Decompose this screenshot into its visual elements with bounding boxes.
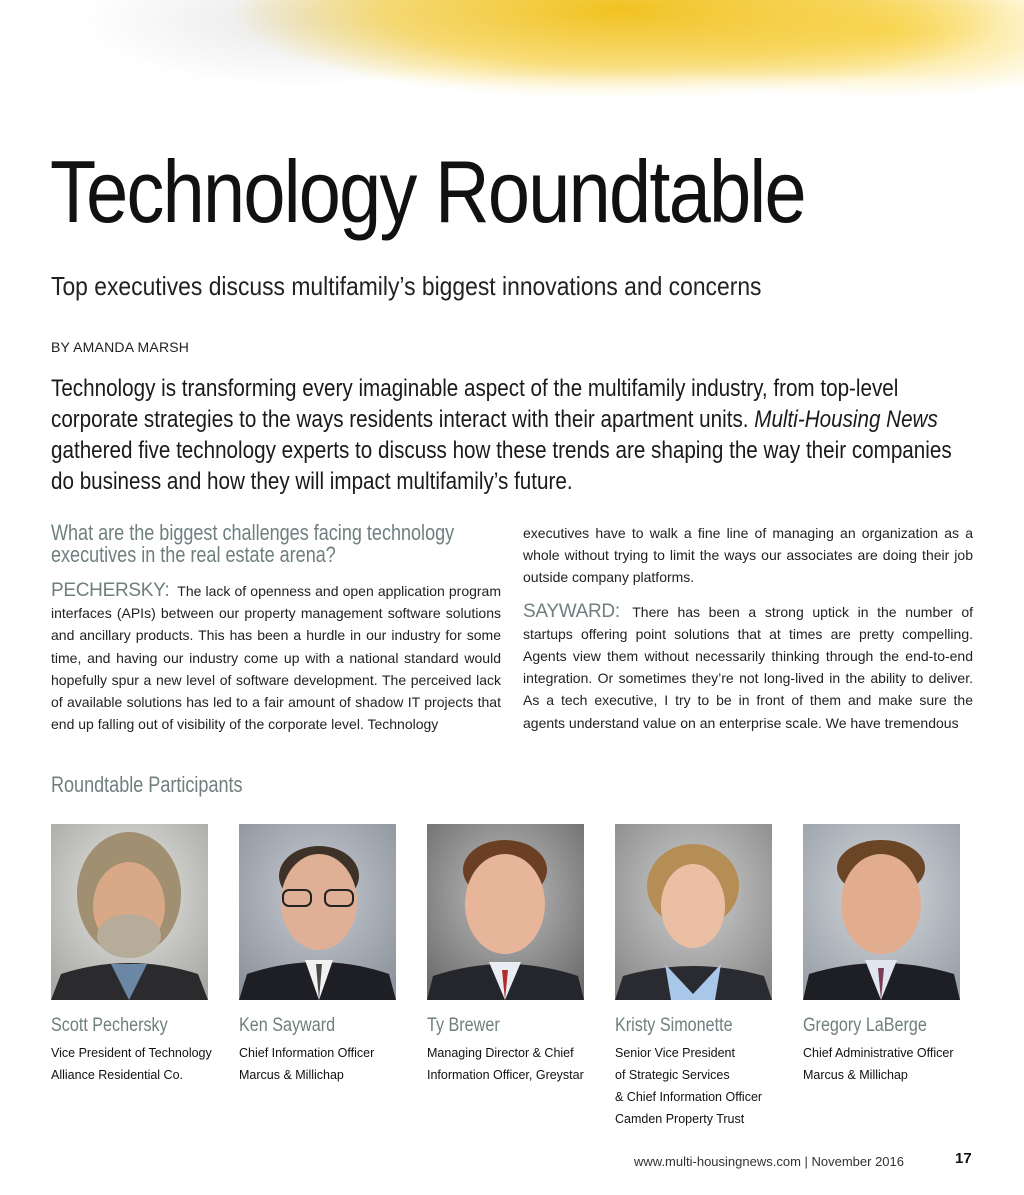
intro-text-end: gathered five technology experts to discuss how these trends are shaping the way their companies do business and how they will impact multifamily’s future. (51, 437, 952, 495)
participant-card (427, 824, 612, 1086)
page-number: 17 (955, 1150, 972, 1167)
answer-text: There has been a strong uptick in the number of startups offering point solutions that at times are pretty compelling. Agents view them without necessarily thinking through the end-to-end integration. Or sometimes they’re not long-lived in the ability to deliver. As a tech executive, I try to be in front of them and make sure the agents understand value on an enterprise scale. We have tremendous (523, 603, 973, 731)
participant-name: Scott Pechersky (51, 1015, 168, 1036)
headshot-photo (239, 824, 396, 1000)
participant-name: Ken Sayward (239, 1015, 336, 1036)
participant-name: Kristy Simonette (615, 1015, 733, 1036)
headshot-photo (803, 824, 960, 1000)
byline: BY AMANDA MARSH (51, 339, 190, 355)
publication-name: Multi-Housing News (754, 406, 938, 433)
interview-question: What are the biggest challenges facing technology executives in the real estate arena? (51, 520, 455, 567)
answer-paragraph (523, 522, 973, 589)
intro-paragraph (51, 373, 971, 497)
page-subtitle: Top executives discuss multifamily’s biggest innovations and concerns (51, 271, 762, 301)
participant-title: Chief Administrative Officer (803, 1046, 954, 1060)
participant-card (239, 824, 424, 1086)
participant-company: Alliance Residential Co. (51, 1068, 184, 1082)
answer-paragraph (51, 580, 501, 735)
headshot-photo (615, 824, 772, 1000)
headshot-photo (51, 824, 208, 1000)
participant-title: Managing Director & Chief (427, 1046, 574, 1060)
headshot-photo (427, 824, 584, 1000)
answer-text: The lack of openness and open application program interfaces (APIs) between our property management software solutions and ancillary products. This has been a hurdle in our industry for some time, and having our industry come up with a national standard would hopefully spur a new level of software development. The perceived lack of available solutions has led to a fair amount of shadow IT projects that end up falling out of visibility of the corporate level. Technology (51, 583, 501, 733)
participant-card (615, 824, 800, 1130)
participant-company: Information Officer, Greystar (427, 1068, 584, 1082)
speaker-label: PECHERSKY: (51, 580, 170, 601)
page-title: Technology Roundtable (50, 142, 805, 241)
footer-url-date: www.multi-housingnews.com | November 2016 (634, 1154, 904, 1169)
answer-text: executives have to walk a fine line of managing an organization as a whole without trying to limit the ways our associates are doing their job outside company platforms. (523, 525, 973, 586)
participant-title: of Strategic Services (615, 1068, 730, 1082)
participant-company: Camden Property Trust (615, 1112, 745, 1126)
speaker-label: SAYWARD: (523, 600, 620, 622)
participants-grid (51, 824, 1011, 1134)
participant-title: Senior Vice President (615, 1046, 735, 1060)
participant-card (51, 824, 236, 1086)
decorative-banner (0, 0, 1024, 112)
participant-card (803, 824, 988, 1086)
article-column-left (51, 522, 501, 747)
participant-company: Marcus & Millichap (803, 1068, 908, 1082)
article-column-right (523, 522, 973, 746)
participant-name: Gregory LaBerge (803, 1015, 927, 1036)
participants-heading: Roundtable Participants (51, 772, 243, 797)
answer-paragraph (523, 601, 973, 734)
participant-company: Marcus & Millichap (239, 1068, 344, 1082)
participant-title: Chief Information Officer (239, 1046, 375, 1060)
participant-name: Ty Brewer (427, 1015, 500, 1036)
participant-title: & Chief Information Officer (615, 1090, 763, 1104)
intro-text-start: Technology is transforming every imaginable aspect of the multifamily industry, from top-level corporate strategies to the ways residents interact with their apartment units. (51, 375, 899, 433)
participant-title: Vice President of Technology (51, 1046, 212, 1060)
